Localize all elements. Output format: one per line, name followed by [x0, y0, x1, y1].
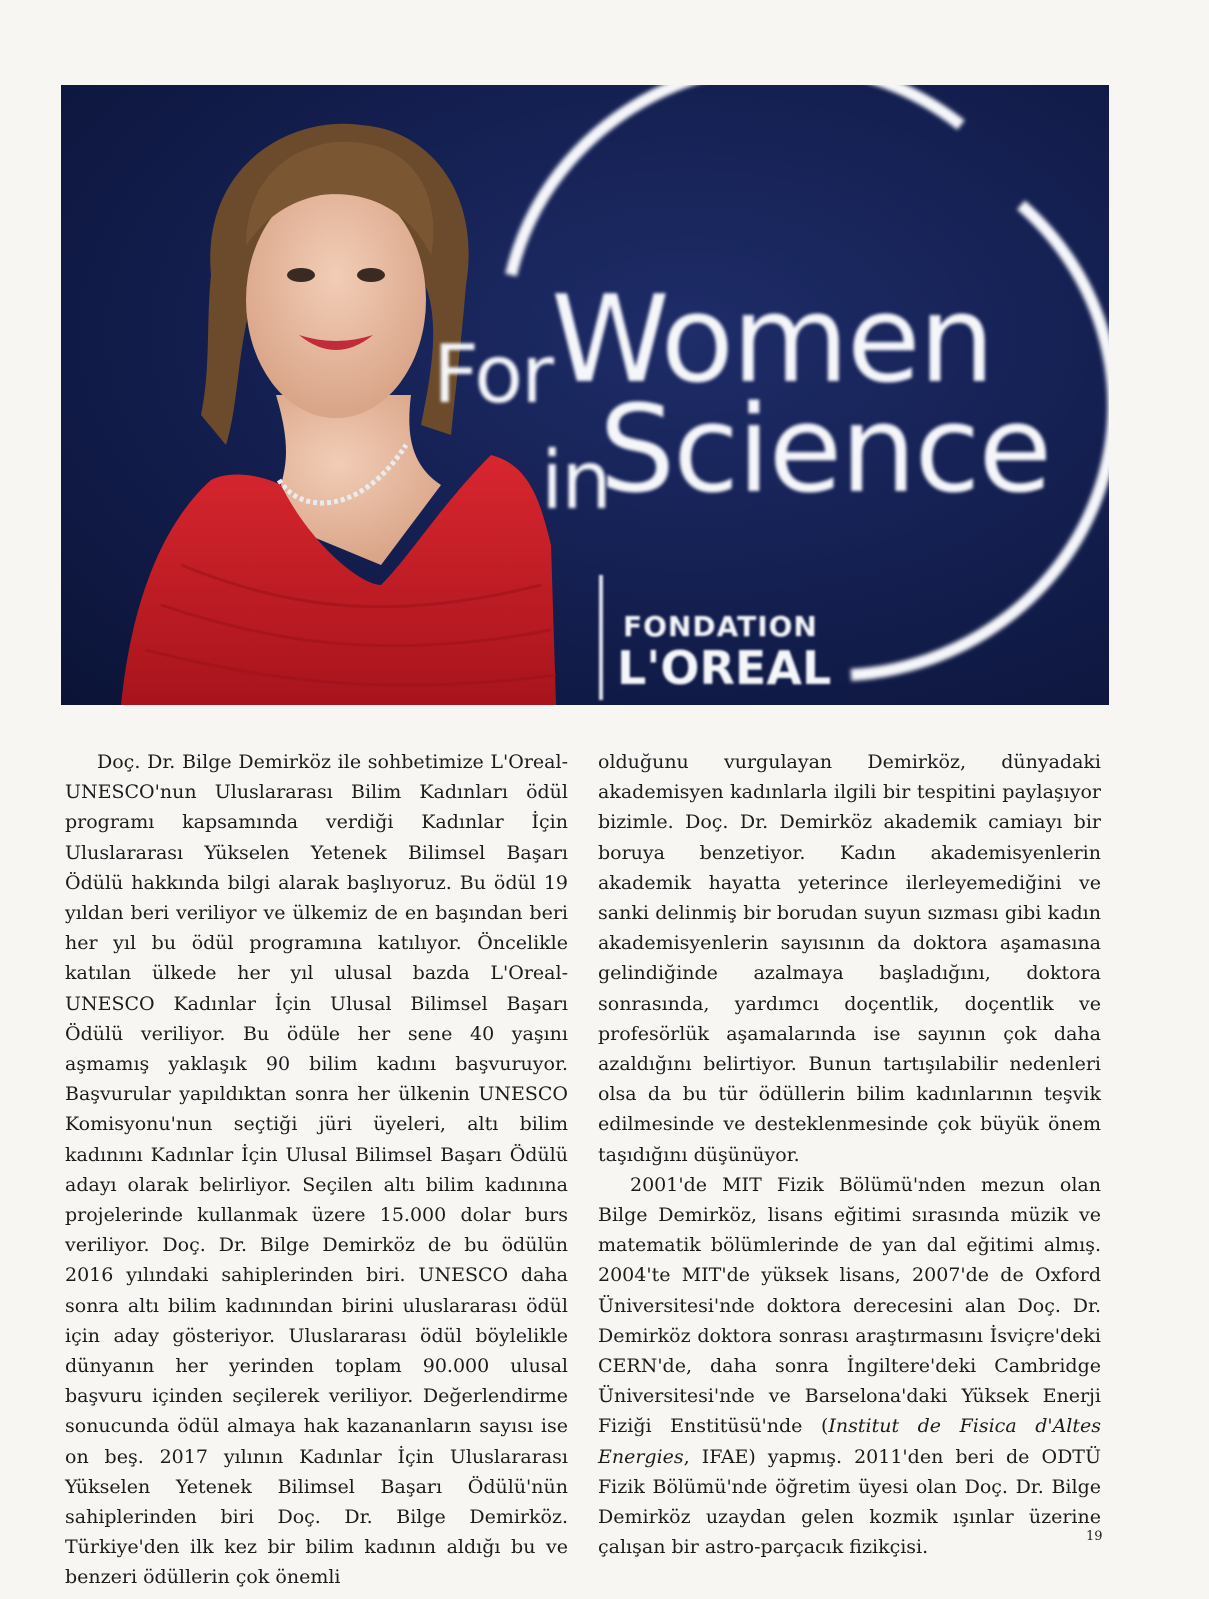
right-paragraph-2 [598, 1170, 1101, 1563]
backdrop-for: For [433, 328, 552, 421]
backdrop-science: Science [599, 381, 1051, 520]
article-right-column [598, 747, 1101, 1562]
page-number: 19 [1086, 1529, 1103, 1544]
face [246, 182, 426, 418]
article-left-column [65, 747, 568, 1593]
backdrop-in: in [541, 434, 610, 527]
event-photo [61, 85, 1109, 705]
backdrop-women: Women [551, 271, 993, 410]
right-paragraph-2-part2: , IFAE) yapmış. 2011'den beri de ODTÜ Fizik Bölümü'nde öğretim üyesi olan Doç. Dr. Bilge Demirköz uzaydan gelen kozmik ışınlar üzerine çalışan bir astro-parçacık fizikçisi. [598, 1445, 1101, 1559]
right-paragraph-continued: olduğunu vurgulayan Demirköz, dünyadaki akademisyen kadınlarla ilgili bir tespitini paylaşıyor bizimle. Doç. Dr. Demirköz akademik camiayı bir boruya benzetiyor. Kadın akademisyenlerin akademik hayatta yeterince ilerleyemediğini ve sanki delinmiş bir borudan suyun sızması gibi kadın akademisyenlerin sayısının da doktora aşamasına gelindiğinde azalmaya başladığını, doktora sonrasında, yardımcı doçentlik, doçentlik ve profesörlük aşamalarında ise sayının çok daha azaldığını belirtiyor. Bunun tartışılabilir nedenleri olsa da bu tür ödüllerin bilim kadınlarının teşvik edilmesinde ve desteklenmesinde çok büyük önem taşıdığını düşünüyor. [598, 751, 1101, 1166]
backdrop-fondation: FONDATION [623, 610, 818, 643]
institute-name: Institut de Fisica d'Altes Energies [598, 1415, 1102, 1468]
left-paragraph: Doç. Dr. Bilge Demirköz ile sohbetimize L'Oreal-UNESCO'nun Uluslararası Bilim Kadınları ödül programı kapsamında verdiği Kadınlar İçin Uluslararası Yükselen Yetenek Bilimsel Başarı Ödülü hakkında bilgi alarak başlıyoruz. Bu ödül 19 yıldan beri veriliyor ve ülkemiz de en başından beri her yıl bu ödül programına katılıyor. Öncelikle katılan ülkede her yıl ulusal bazda L'Oreal-UNESCO Kadınlar İçin Ulusal Bilimsel Başarı Ödülü veriliyor. Bu ödüle her sene 40 yaşını aşmamış yaklaşık 90 bilim kadını başvuruyor. Başvurular yapıldıktan sonra her ülkenin UNESCO Komisyonu'nun seçtiği jüri üyeleri, altı bilim kadınını Kadınlar İçin Ulusal Bilimsel Başarı Ödülü adayı olarak belirliyor. Seçilen altı bilim kadınına projelerinde kullanmak üzere 15.000 dolar burs veriliyor. Doç. Dr. Bilge Demirköz de bu ödülün 2016 yılındaki sahiplerinden biri. UNESCO daha sonra altı bilim kadınından birini uluslararası ödül için aday gösteriyor. Uluslararası ödül böylelikle dünyanın her yerinden toplam 90.000 ulusal başvuru içinden seçilerek veriliyor. Değerlendirme sonucunda ödül almaya hak kazananların sayısı ise on beş. 2017 yılının Kadınlar İçin Uluslararası Yükselen Yetenek Bilimsel Başarı Ödülü'nün sahiplerinden biri Doç. Dr. Bilge Demirköz. Türkiye'den ilk kez bir bilim kadının aldığı bu ve benzeri ödüllerin çok önemli [65, 751, 568, 1589]
backdrop-loreal: L'OREAL [617, 641, 832, 695]
logo-divider [599, 575, 603, 700]
right-paragraph-2-part1: 2001'de MIT Fizik Bölümü'nden mezun olan Bilge Demirköz, lisans eğitimi sırasında müzik ve matematik bölümlerinde de yan dal eğitimi almış. 2004'te MIT'de yüksek lisans, 2007'de de Oxford Üniversitesi'nde doktora derecesini alan Doç. Dr. Demirköz doktora sonrası araştırmasını İsviçre'deki CERN'de, daha sonra İngiltere'deki Cambridge Üniversitesi'nde ve Barselona'daki Yüksek Enerji Fiziği Enstitüsü'nde ( [598, 1173, 1101, 1438]
